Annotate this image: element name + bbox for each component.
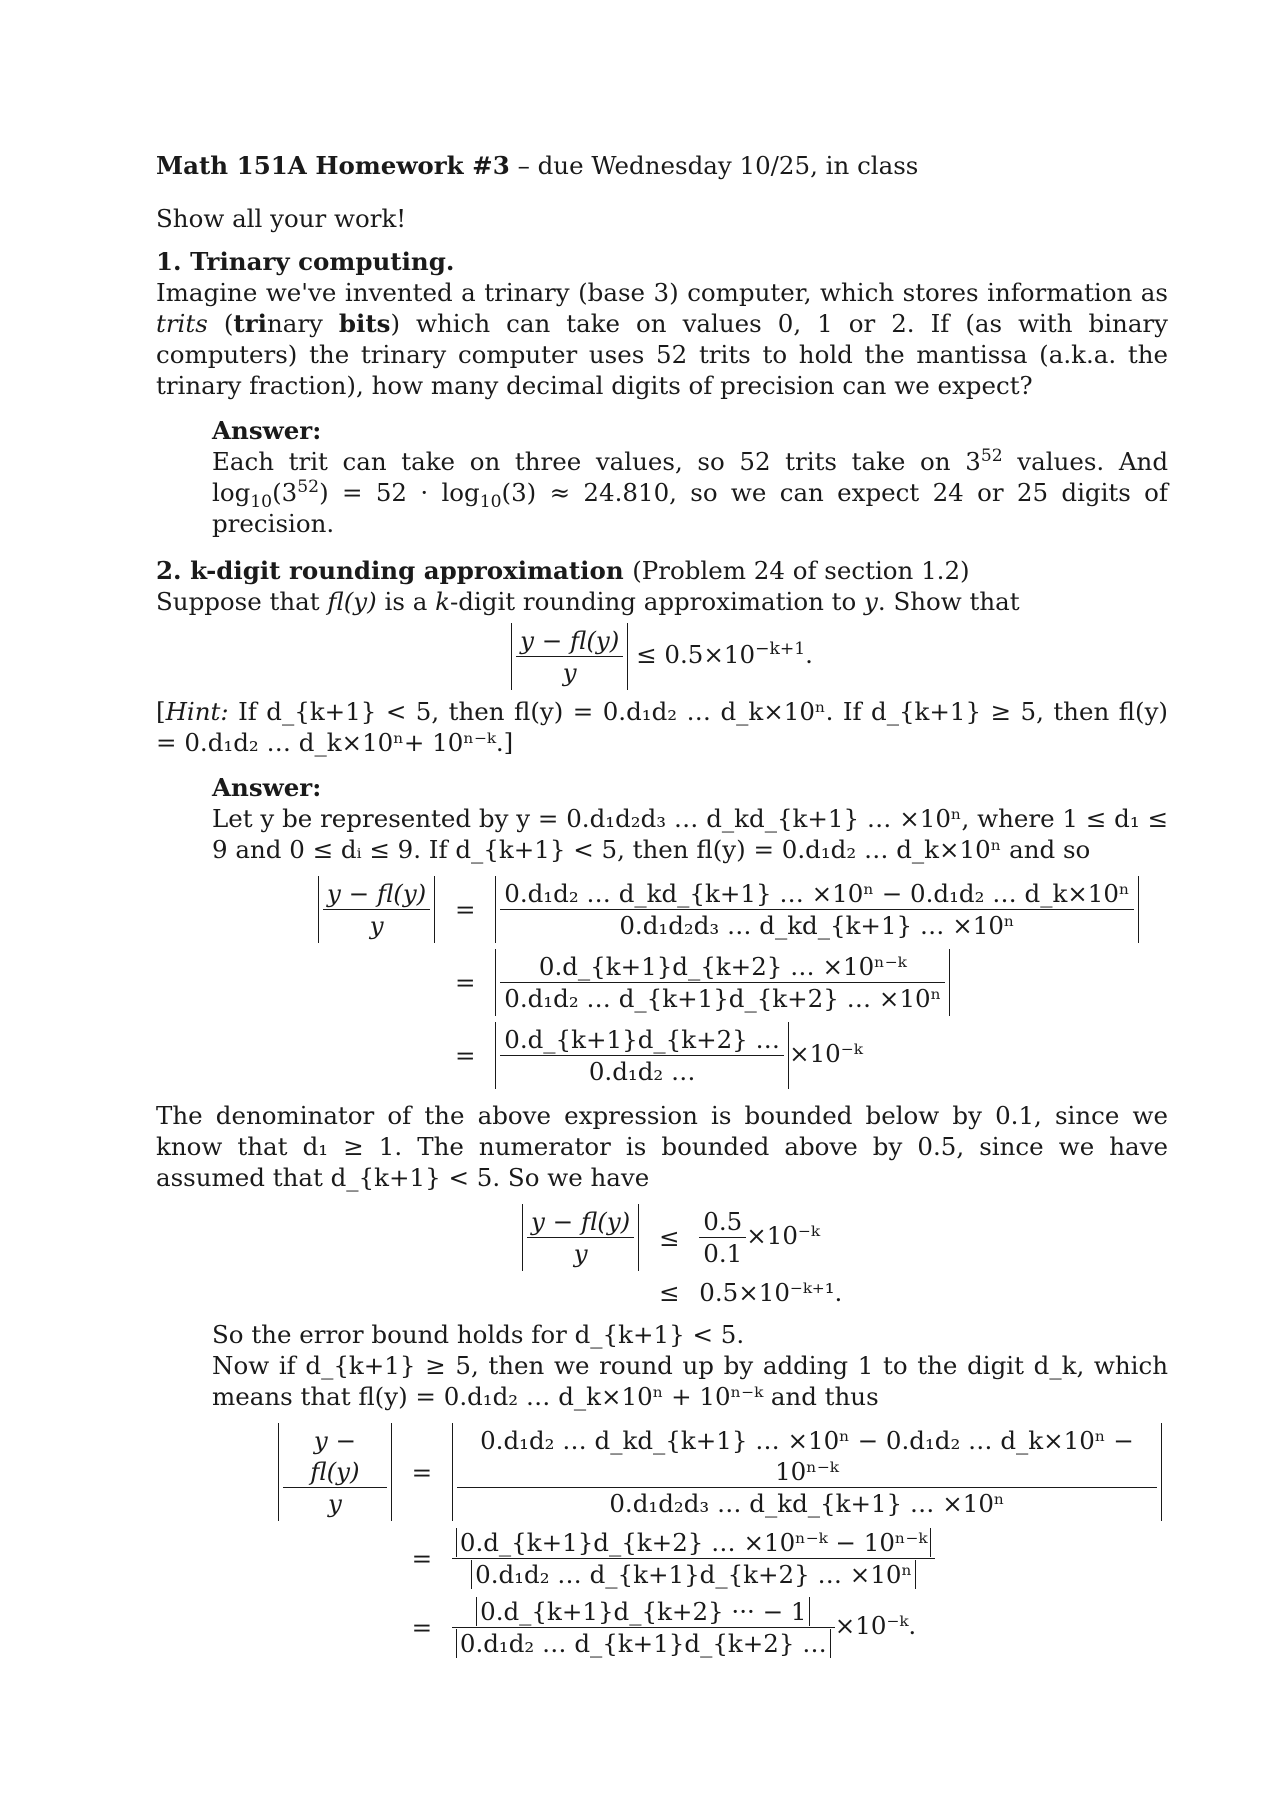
- homework-page: [156, 150, 1168, 1670]
- case-2-section: [212, 1319, 1168, 1662]
- case-1-derivation: $\frac{y - fl(y)}{y}$ = $\frac{\text{0.d₁d₂ … d\_kd\_\{k+1\} … ×10ⁿ − 0.d₁d₂ … d\_k×10ⁿ}}{\text{0.d₁d₂d₃ … d\_kd\_\{k+1\} … ×10ⁿ}}$ = $\frac{\text{0.d\_\{k+1\}d\_\{k+2\} … ×10ⁿ⁻ᵏ}}{\text{0.d₁d₂ … d\_\{k+1\}d\_\{k+2\} … ×10ⁿ}}$ = $\frac{0.d\_\{k+1\}d\_\{k+2\} \dots}{\text{0.d₁d₂ …}}$ ×10⁻ᵏ: [312, 873, 1145, 1092]
- problem-2-bound-formula: $\frac{y - fl(y)}{y}$ ≤ $0.5\times 10^{-k+1}$.: [156, 623, 1168, 690]
- intro-instruction: Show all your work!: [156, 204, 407, 233]
- problem-2-title: 2. k-digit rounding approximation (Problem 24 of section 1.2): [156, 556, 970, 585]
- problem-1-title: 1. Trinary computing.: [156, 247, 455, 276]
- round-up-explanation: Now if d_{k+1} ≥ 5, then we round up by adding 1 to the digit d_k, which means that fl(y) = 0.d₁d₂ … d_k×10ⁿ + 10ⁿ⁻ᵏ and thus: [212, 1351, 1168, 1411]
- homework-title: Math 151A Homework #3: [156, 151, 510, 180]
- problem-2-answer: [212, 772, 1168, 1092]
- homework-header: [156, 150, 1168, 181]
- case-1-bound: $\frac{y - fl(y)}{y}$ ≤ $\frac{0.5}{0.1}$ ×10⁻ᵏ ≤ 0.5×10⁻ᵏ⁺¹.: [516, 1201, 848, 1311]
- problem-2-hint: [Hint: If d_{k+1} < 5, then fl(y) = 0.d₁d₂ … d_k×10ⁿ. If d_{k+1} ≥ 5, then fl(y) = 0.d₁d₂ … d_k×10ⁿ+ 10ⁿ⁻ᵏ.]: [156, 697, 1168, 757]
- problem-2-answer-intro: Let y be represented by y = 0.d₁d₂d₃ … d_kd_{k+1} … ×10ⁿ, where 1 ≤ d₁ ≤ 9 and 0 ≤ dᵢ ≤ 9. If d_{k+1} < 5, then fl(y) = 0.d₁d₂ … d_k×10ⁿ and so: [212, 804, 1168, 864]
- problem-1-answer: [212, 415, 1168, 539]
- answer-label: Answer:: [212, 416, 322, 445]
- error-bound-holds: So the error bound holds for d_{k+1} < 5.: [212, 1320, 745, 1349]
- problem-1-answer-text: Each trit can take on three values, so 52 trits take on $3^{52}$ values. And $\log_{10}(3^{52}) = 52 \cdot \log_{10}(3) \approx 24.810$, so we can expect 24 or 25 digits of precision.: [212, 445, 1168, 538]
- denominator-explanation: The denominator of the above expression is bounded below by 0.1, since we know that d₁ ≥ 1. The numerator is bounded above by 0.5, since we have assumed that d_{k+1} < 5. So we have: [156, 1101, 1168, 1192]
- problem-1-statement: Imagine we've invented a trinary (base 3) computer, which stores information as trits (trinary bits) which can take on values 0, 1 or 2. If (as with binary computers) the trinary computer uses 52 trits to hold the mantissa (a.k.a. the trinary fraction), how many decimal digits of precision can we expect?: [156, 278, 1168, 400]
- homework-due-date: – due Wednesday 10/25, in class: [517, 151, 919, 180]
- case-2-derivation: $\frac{y - fl(y)}{y}$ = $\frac{\text{0.d₁d₂ … d\_kd\_\{k+1\} … ×10ⁿ − 0.d₁d₂ … d\_k×10ⁿ − 10ⁿ⁻ᵏ}}{\text{0.d₁d₂d₃ … d\_kd\_\{k+1\} … ×10ⁿ}}$ = $\frac{\text{0.d\_\{k+1\}d\_\{k+2\} … ×10ⁿ⁻ᵏ − 10ⁿ⁻ᵏ}}{\text{0.d₁d₂ … d\_\{k+1\}d\_\{k+2\} … ×10ⁿ}}$ = $\frac{0.d\_\{k+1\}d\_\{k+2\} \cdot\cdot\cdot - 1}{\text{0.d₁d₂ … d\_\{k+1\}d\_\{k+2\} …}}$ ×10⁻ᵏ.: [272, 1420, 1168, 1662]
- problem-2-statement: Suppose that fl(y) is a k-digit rounding approximation to y. Show that: [156, 587, 1020, 616]
- answer-label: Answer:: [212, 773, 322, 802]
